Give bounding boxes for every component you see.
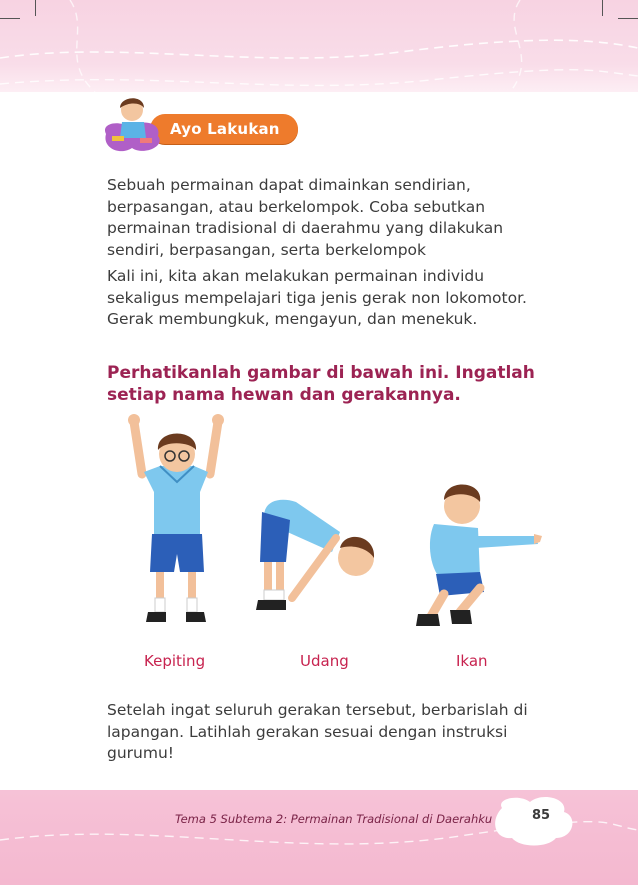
crop-mark bbox=[0, 18, 20, 19]
crop-mark bbox=[618, 18, 638, 19]
movement-illustration bbox=[100, 412, 550, 648]
intro-paragraph: Sebuah permainan dapat dimainkan sendirian, berpasangan, atau berkelompok. Coba sebutkan permainan tradisional di daerahmu yang dilakukan sendiri, berpasangan, serta berkelompok bbox=[107, 176, 504, 259]
footer-text: Tema 5 Subtema 2: Permainan Tradisional di Daerahku bbox=[175, 812, 493, 826]
activity-paragraph: Kali ini, kita akan melakukan permainan individu sekaligus mempelajari tiga jenis gerak non lokomotor. Gerak membungkuk, mengayun, dan menekuk. bbox=[107, 267, 527, 328]
caption-kepiting: Kepiting bbox=[144, 652, 206, 670]
footer-decoration bbox=[0, 790, 638, 885]
page-number: 85 bbox=[531, 808, 551, 823]
instruction-heading: Perhatikanlah gambar di bawah ini. Ingatlah setiap nama hewan dan gerakannya. bbox=[107, 363, 535, 405]
caption-ikan: Ikan bbox=[456, 652, 488, 670]
header-decoration bbox=[0, 0, 638, 110]
closing-paragraph: Setelah ingat seluruh gerakan tersebut, berbarislah di lapangan. Latihlah gerakan sesuai dengan instruksi gurumu! bbox=[107, 701, 528, 762]
figure-ikan bbox=[416, 484, 542, 626]
crop-mark bbox=[602, 0, 603, 16]
section-label: Ayo Lakukan bbox=[170, 120, 280, 138]
figure-kepiting bbox=[128, 414, 224, 622]
caption-udang: Udang bbox=[300, 652, 349, 670]
figure-udang bbox=[256, 500, 374, 610]
child-playing-icon bbox=[100, 92, 170, 158]
crop-mark bbox=[35, 0, 36, 16]
